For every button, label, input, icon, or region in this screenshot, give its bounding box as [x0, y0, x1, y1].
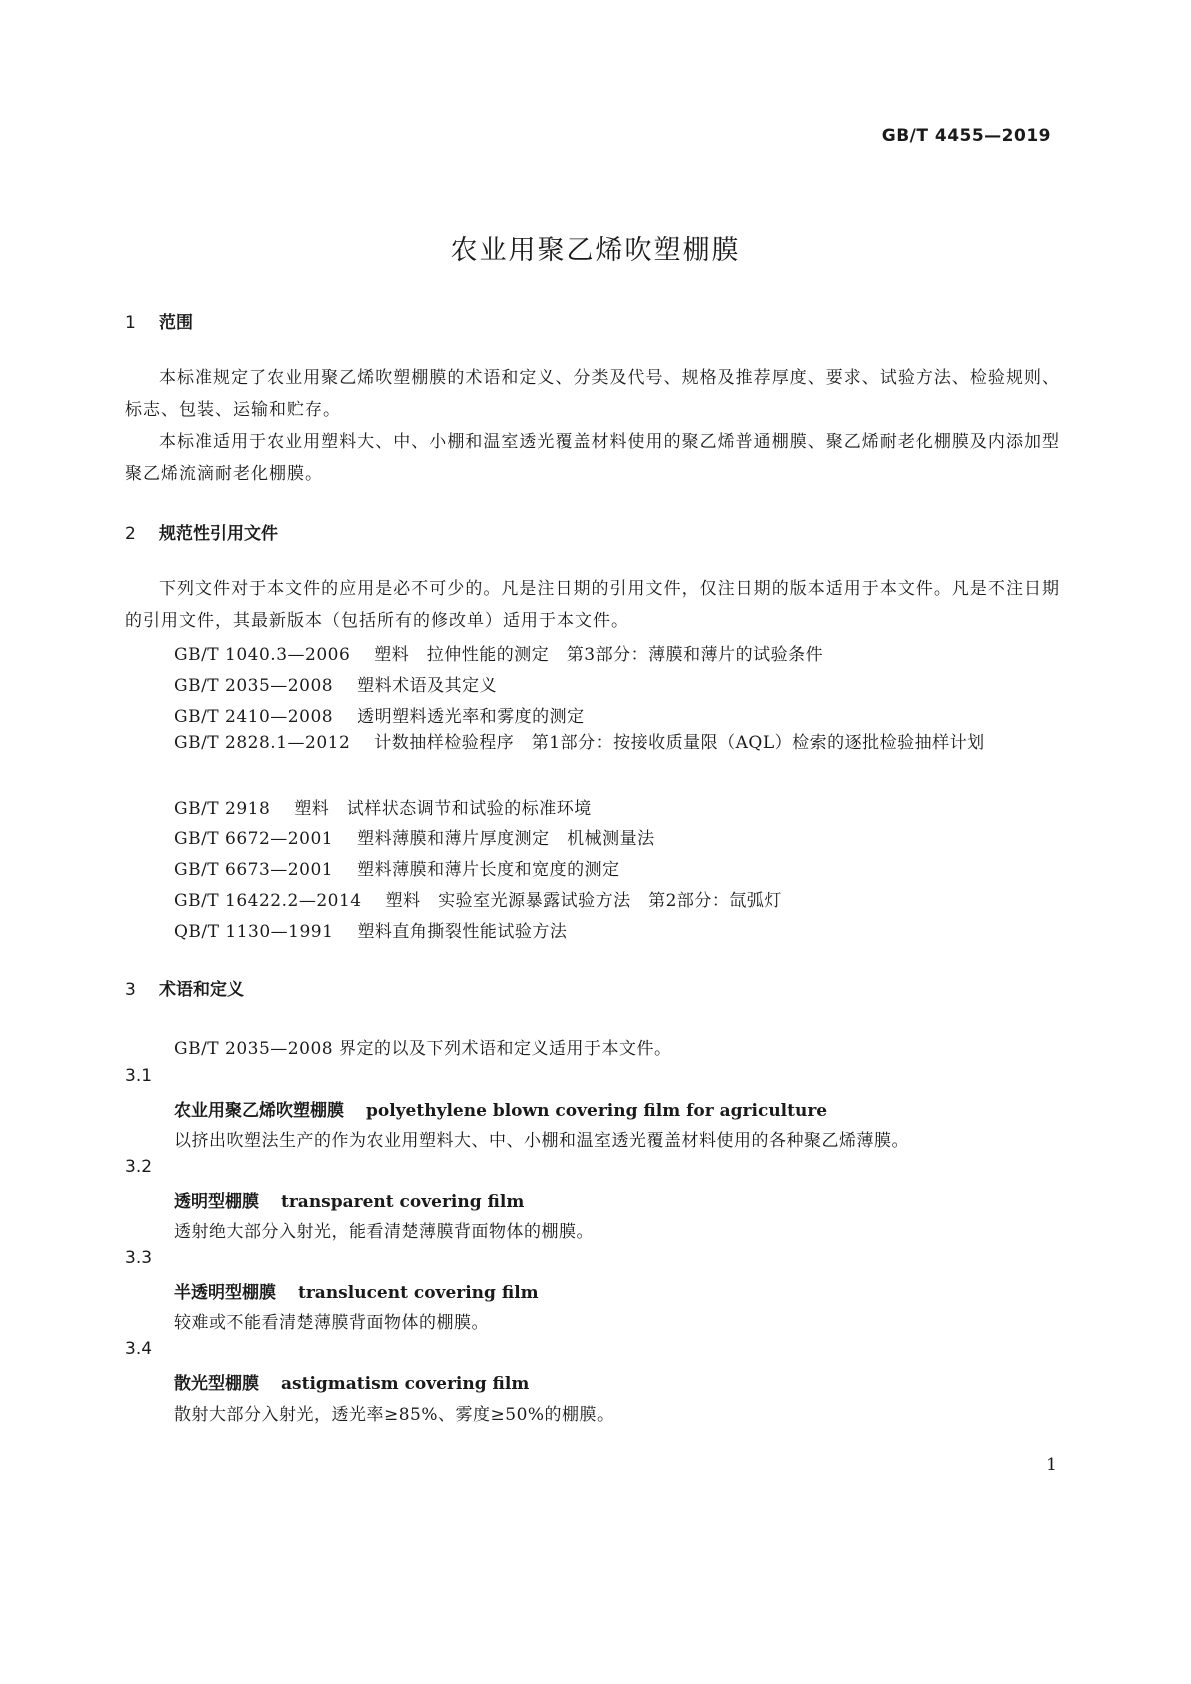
- ref-item: GB/T 16422.2—2014 塑料 实验室光源暴露试验方法 第2部分：氙弧灯: [174, 891, 782, 911]
- section-number: 2: [125, 524, 136, 544]
- term-title: 农业用聚乙烯吹塑棚膜 polyethylene blown covering film for agriculture: [174, 1101, 828, 1121]
- ref-item: GB/T 2828.1—2012 计数抽样检验程序 第1部分：按接收质量限（AQL）检索的逐批检验抽样计划: [174, 733, 985, 753]
- ref-item: GB/T 6673—2001 塑料薄膜和薄片长度和宽度的测定: [174, 860, 620, 880]
- standard-code: GB/T 4455—2019: [881, 126, 1051, 146]
- term-number: 3.4: [125, 1339, 153, 1359]
- section-number: 3: [125, 980, 136, 1000]
- section-title: 规范性引用文件: [159, 524, 278, 544]
- ref-item: GB/T 6672—2001 塑料薄膜和薄片厚度测定 机械测量法: [174, 829, 655, 849]
- document-title: 农业用聚乙烯吹塑棚膜: [450, 235, 741, 266]
- section-title: 范围: [159, 313, 193, 333]
- ref-item: GB/T 2035—2008 塑料术语及其定义: [174, 676, 498, 696]
- scope-paragraph-2: 本标准适用于农业用塑料大、中、小棚和温室透光覆盖材料使用的聚乙烯普通棚膜、聚乙烯耐老化棚膜及内添加型聚乙烯流滴耐老化棚膜。: [125, 432, 1060, 484]
- term-number: 3.1: [125, 1066, 153, 1086]
- ref-item: GB/T 2410—2008 透明塑料透光率和雾度的测定: [174, 707, 585, 727]
- section-number: 1: [125, 313, 136, 333]
- term-number: 3.3: [125, 1248, 153, 1268]
- term-definition: 透射绝大部分入射光，能看清楚薄膜背面物体的棚膜。: [174, 1222, 594, 1242]
- term-definition: 较难或不能看清楚薄膜背面物体的棚膜。: [174, 1313, 489, 1333]
- refs-intro: 下列文件对于本文件的应用是必不可少的。凡是注日期的引用文件，仅注日期的版本适用于本文件。凡是不注日期的引用文件，其最新版本（包括所有的修改单）适用于本文件。: [125, 579, 1060, 631]
- term-title: 散光型棚膜 astigmatism covering film: [174, 1374, 530, 1394]
- term-title: 透明型棚膜 transparent covering film: [174, 1192, 525, 1212]
- term-definition: 散射大部分入射光，透光率≥85%、雾度≥50%的棚膜。: [174, 1405, 615, 1425]
- section-heading-2: [125, 519, 278, 544]
- ref-item: GB/T 1040.3—2006 塑料 拉伸性能的测定 第3部分：薄膜和薄片的试验条件: [174, 645, 824, 665]
- section-heading-1: [125, 308, 193, 333]
- scope-paragraph-1: 本标准规定了农业用聚乙烯吹塑棚膜的术语和定义、分类及代号、规格及推荐厚度、要求、试验方法、检验规则、标志、包装、运输和贮存。: [125, 368, 1060, 420]
- terms-intro: GB/T 2035—2008 界定的以及下列术语和定义适用于本文件。: [174, 1039, 672, 1059]
- ref-item: GB/T 2918 塑料 试样状态调节和试验的标准环境: [174, 799, 592, 819]
- term-number: 3.2: [125, 1157, 153, 1177]
- term-definition: 以挤出吹塑法生产的作为农业用塑料大、中、小棚和温室透光覆盖材料使用的各种聚乙烯薄膜。: [174, 1131, 909, 1151]
- term-title: 半透明型棚膜 translucent covering film: [174, 1283, 539, 1303]
- ref-item: QB/T 1130—1991 塑料直角撕裂性能试验方法: [174, 922, 568, 942]
- section-heading-3: [125, 975, 244, 1000]
- page-number: 1: [1046, 1455, 1057, 1475]
- section-title: 术语和定义: [159, 980, 244, 1000]
